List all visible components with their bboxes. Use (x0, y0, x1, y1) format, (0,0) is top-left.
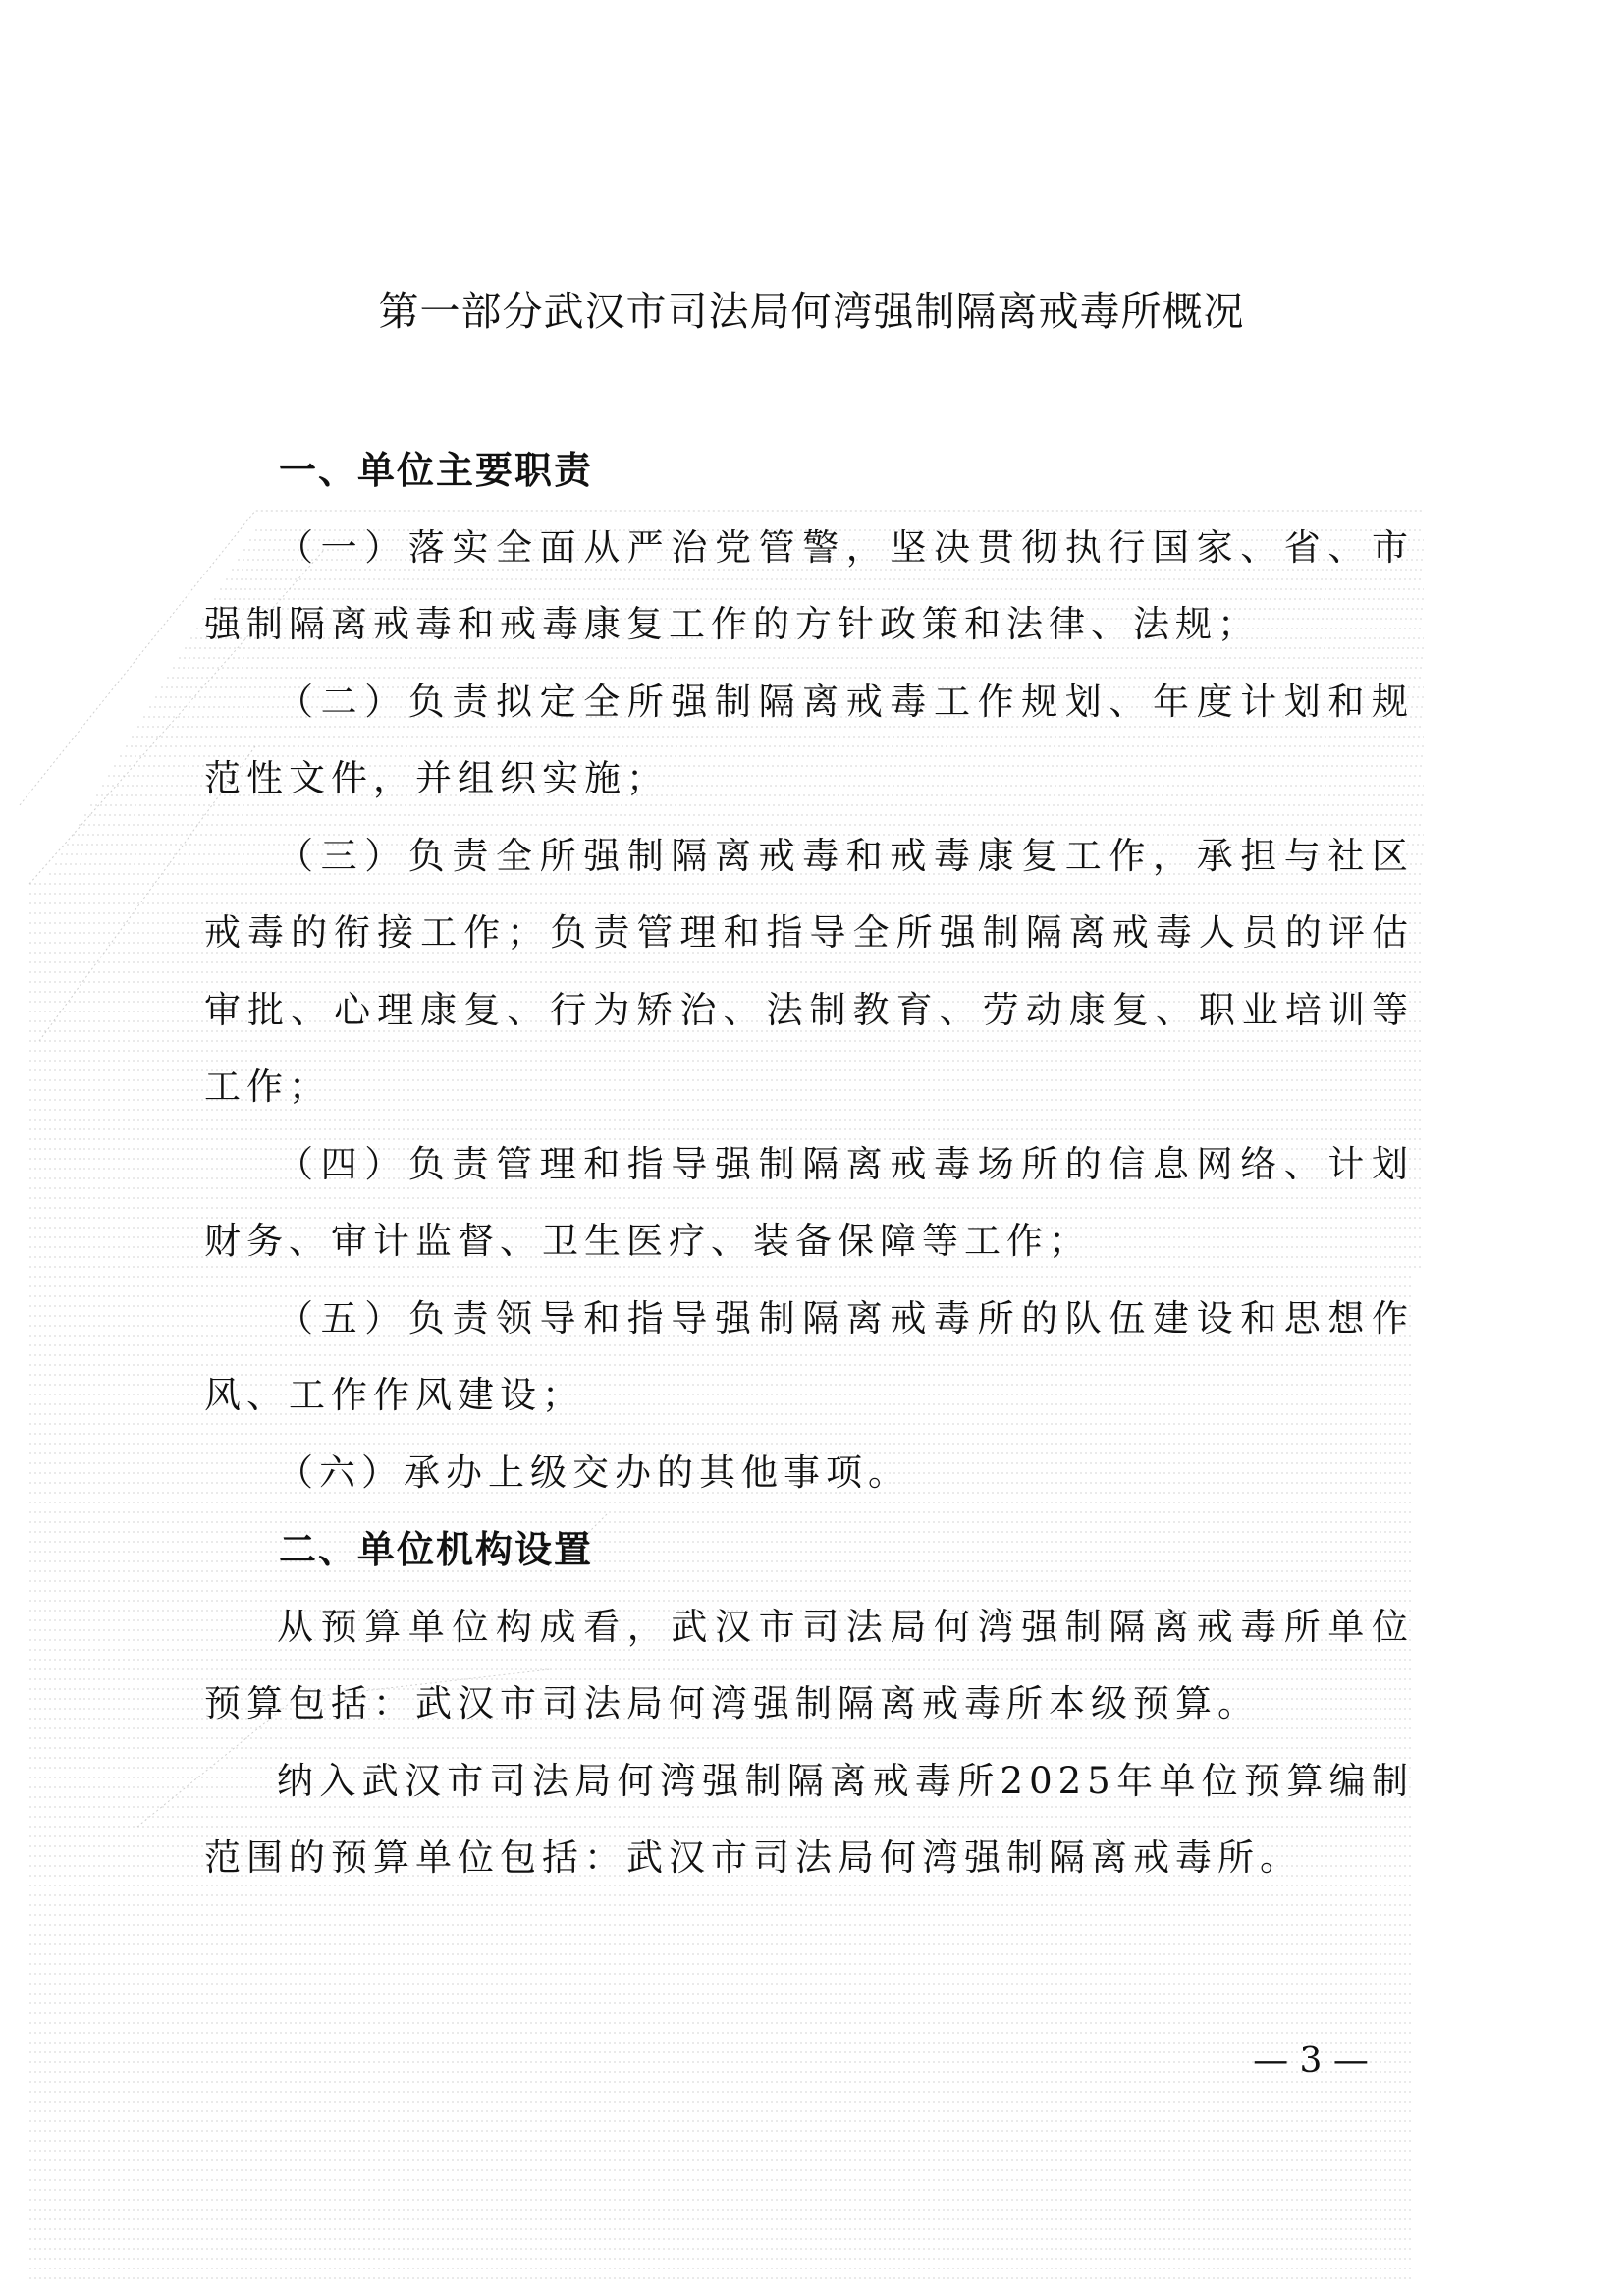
section-heading-duties: 一、单位主要职责 (279, 449, 594, 492)
duty-paragraph: （五）负责领导和指导强制隔离戒毒所的队伍建设和思想作风、工作作风建设； (204, 1296, 1414, 1416)
structure-paragraph: 从预算单位构成看，武汉市司法局何湾强制隔离戒毒所单位预算包括：武汉市司法局何湾强制隔离戒毒所本级预算。 (204, 1605, 1414, 1724)
duty-paragraph: （三）负责全所强制隔离戒毒和戒毒康复工作，承担与社区戒毒的衔接工作；负责管理和指导全所强制隔离戒毒人员的评估审批、心理康复、行为矫治、法制教育、劳动康复、职业培训等工作； (204, 834, 1414, 1108)
duty-paragraph: （一）落实全面从严治党管警，坚决贯彻执行国家、省、市强制隔离戒毒和戒毒康复工作的方针政策和法律、法规； (204, 525, 1414, 645)
duty-paragraph: （二）负责拟定全所强制隔离戒毒工作规划、年度计划和规范性文件，并组织实施； (204, 680, 1414, 799)
duty-paragraph: （六）承办上级交办的其他事项。 (277, 1450, 910, 1494)
page-title: 第一部分武汉市司法局何湾强制隔离戒毒所概况 (378, 288, 1245, 335)
section-heading-structure: 二、单位机构设置 (279, 1528, 594, 1571)
structure-paragraph: 纳入武汉市司法局何湾强制隔离戒毒所2025年单位预算编制范围的预算单位包括：武汉市司法局何湾强制隔离戒毒所。 (204, 1759, 1414, 1879)
page-number: — 3 — (1253, 2041, 1369, 2081)
document-body (204, 432, 1414, 1897)
duty-paragraph: （四）负责管理和指导强制隔离戒毒场所的信息网络、计划财务、审计监督、卫生医疗、装备保障等工作； (204, 1142, 1414, 1262)
